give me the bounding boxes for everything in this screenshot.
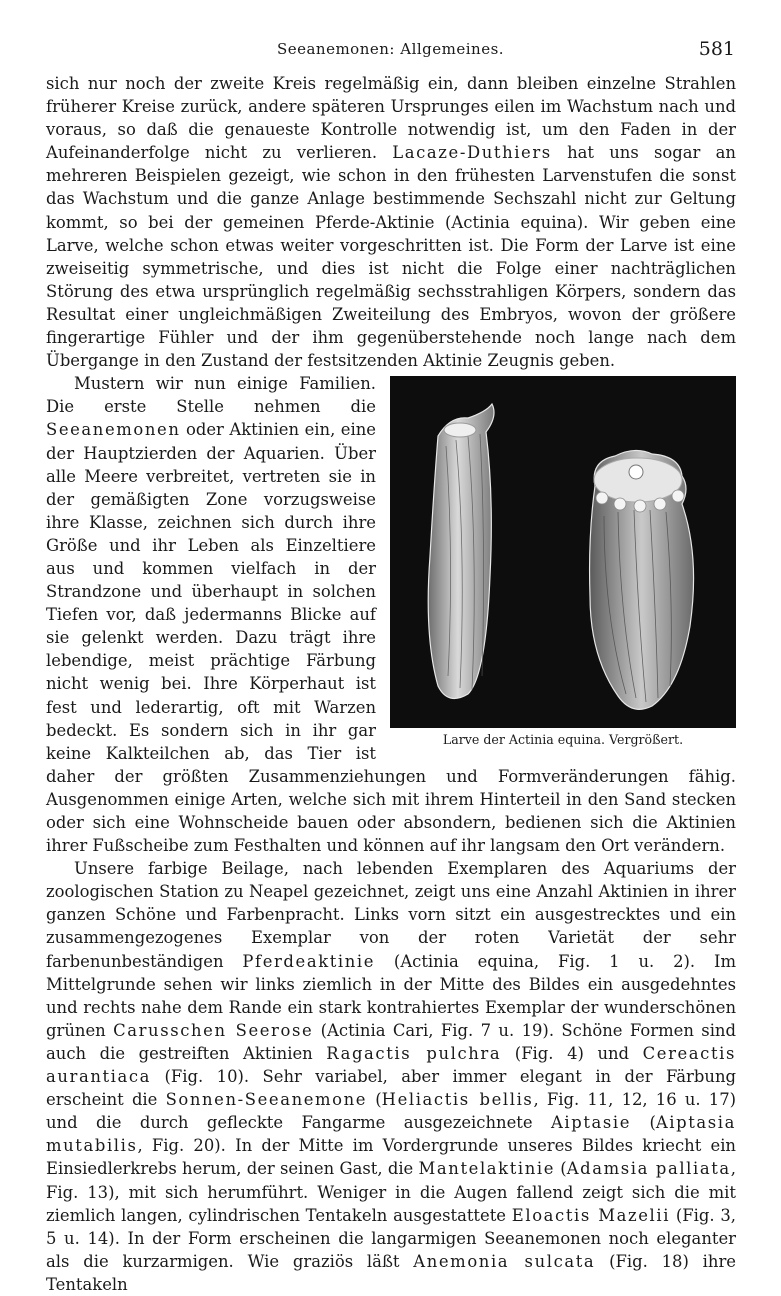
text-run: (Fig. 3, 5 u. 14). In der Form erscheinen die langarmigen Seeanemonen noch eleganter als die kurzarmigen. Wie graziös läßt — [46, 1205, 736, 1271]
spaced-term: Heliactis bellis — [381, 1090, 534, 1110]
paragraph-3 — [46, 857, 736, 1296]
spaced-term: Seeanemonen — [46, 420, 181, 440]
text-run: (Actinia Cari, Fig. 7 u. 19). Schöne Formen sind auch die gestreiften Aktinien — [46, 1020, 736, 1063]
spaced-term: Aiptasia mutabilis — [46, 1113, 736, 1156]
figure-caption: Larve der Actinia equina. Vergrößert. — [442, 732, 684, 748]
text-run: , Fig. 11, 12, 16 u. 17) und die durch gefleckte Fangarme ausgezeichnete — [46, 1090, 737, 1133]
page-number: 581 — [698, 38, 735, 60]
text-run: ( — [367, 1090, 382, 1110]
spaced-term: Sonnen-Seeanemone — [165, 1090, 368, 1110]
text-run: sich nur noch der zweite Kreis regelmäßig ein, dann bleiben einzelne Strahlen früherer Kreise zurück, andere späteren Ursprunges eilen im Wachstum nach und voraus, so daß die genaueste Kontrolle notwendig ist, um den Faden in der Aufeinanderfolge nicht zu verlieren. — [46, 74, 736, 163]
spaced-term: Eloactis Mazelii — [511, 1205, 671, 1225]
spaced-term: Pferdeaktinie — [242, 951, 376, 971]
text-run: (Fig. 4) und — [501, 1043, 643, 1063]
text-run: , Fig. 20). In der Mitte im Vordergrunde unseres Bildes kriecht ein Einsiedlerkrebs herum, der seinen Gast, die — [46, 1136, 736, 1179]
text-run: Mustern wir nun einige Familien. Die erste Stelle nehmen die — [46, 374, 376, 417]
text-run: Unsere farbige Beilage, nach lebenden Exemplaren des Aquariums der zoologischen Station zu Neapel gezeichnet, zeigt uns eine Anzahl Aktinien in ihrer ganzen Schöne und Farbenpracht. Links vorn sitzt ein ausgestrecktes und ein zusammengezogenes Exemplar von der roten Varietät der sehr farbenunbeständigen — [46, 859, 736, 971]
text-run: ( — [631, 1113, 656, 1133]
body-text — [46, 72, 736, 1296]
spaced-term: Cereactis aurantiaca — [46, 1043, 736, 1087]
text-run: (Fig. 10). Sehr variabel, aber immer elegant in der Färbung erscheint die — [46, 1067, 736, 1110]
text-run: hat uns sogar an mehreren Beispielen gezeigt, wie schon in den frühesten Larvenstufen die sonst das Wachstum und die ganze Anlage bestimmende Sechszahl nicht zur Geltung kommt, so bei der gemeinen Pferde-Aktinie (Actinia equina). Wir geben eine Larve, welche schon etwas weiter vorgeschritten ist. Die Form der Larve ist eine zweiseitig symmetrische, und dies ist nicht die Folge einer nachträglichen Störung des etwa ursprünglich regelmäßig sechsstrahligen Körpers, sondern das Resultat einer ungleichmäßigen Zweiteilung des Embryos, wovon der größere fingerartige Fühler und der ihm gegenüberstehende noch lange nach dem Übergange in den Zustand der festsitzenden Aktinie Zeugnis geben. — [46, 143, 736, 371]
text-run: oder Aktinien ein, eine der Hauptzierden der Aquarien. Über alle Meere verbreitet, vertreten sie in der gemäßigten Zone vorzugsweise ihre Klasse, zeichnen sich durch ihre Größe und ihr Leben als Einzeltiere aus und kommen vielfach in der Strandzone und überhaupt in solchen Tiefen vor, daß jedermanns Blicke auf sie gelenkt werden. Dazu trägt ihre lebendige, meist prächtige Färbung nicht wenig bei. Ihre Körperhaut ist fest und lederartig, oft mit Warzen bedeckt. Es sondern sich in ihr gar keine Kalkteilchen ab, das Tier ist daher der größten Zusammenziehungen und Formveränderungen fähig. Ausgenommen einige Arten, welche sich mit ihrem Hinterteil in den Sand stecken oder sich eine Wohnscheide bauen oder absondern, bedienen sich die Aktinien ihrer Fußscheibe zum Festhalten und können auf ihr langsam den Ort verändern. — [46, 420, 736, 856]
page-header — [46, 40, 735, 66]
text-run: , Fig. 13), mit sich herumführt. Weniger in die Augen fallend zeigt sich die mit ziemlich langen, cylindrischen Tentakeln ausgestattete — [46, 1159, 737, 1225]
spaced-term: Ragactis pulchra — [326, 1043, 502, 1063]
sea-anemone-larvae-engraving-icon — [390, 376, 736, 728]
spaced-term: Aiptasie — [550, 1113, 632, 1133]
larva-figure — [390, 376, 736, 748]
running-head: Seeanemonen: Allgemeines. — [276, 40, 505, 58]
spaced-term: Carusschen Seerose — [113, 1020, 314, 1040]
text-run: ( — [555, 1159, 567, 1179]
text-run: (Fig. 18) ihre Tentakeln — [46, 1251, 736, 1294]
text-run: (Actinia equina, Fig. 1 u. 2). Im Mittelgrunde sehen wir links ziemlich in der Mitte des Bildes ein ausgedehntes und rechts nahe dem Rande ein stark kontrahiertes Exemplar der wunderschönen grünen — [46, 951, 737, 1040]
spaced-term: Adamsia palliata — [566, 1159, 731, 1179]
spaced-term: Lacaze-Duthiers — [392, 143, 552, 163]
spaced-term: Mantelaktinie — [418, 1159, 556, 1179]
paragraph-1 — [46, 72, 736, 372]
spaced-term: Anemonia sulcata — [413, 1251, 596, 1271]
